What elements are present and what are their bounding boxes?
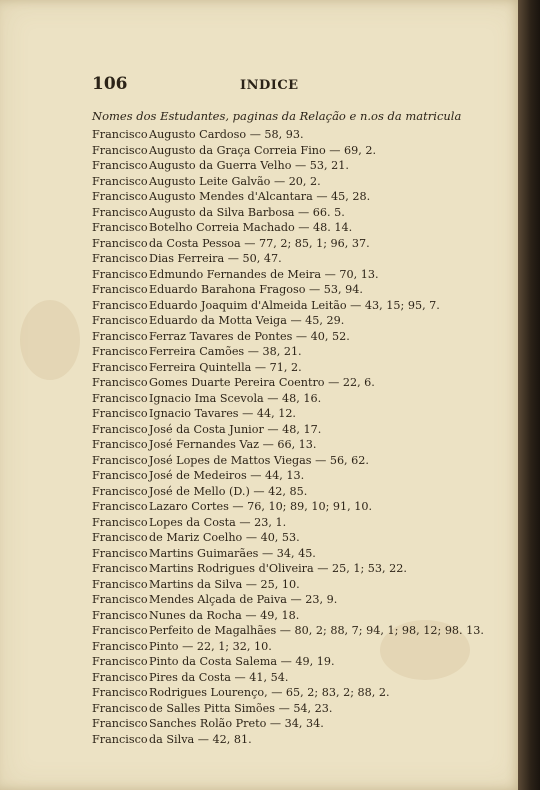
entry-first-name: Francisco xyxy=(92,593,148,606)
index-entry xyxy=(92,561,512,577)
index-entry xyxy=(92,174,512,190)
index-entry xyxy=(92,701,512,717)
entry-surname-and-references: Augusto da Guerra Velho — 53, 21. xyxy=(149,159,349,172)
index-entry xyxy=(92,716,512,732)
entry-first-name: Francisco xyxy=(92,128,148,141)
entry-first-name: Francisco xyxy=(92,422,148,436)
entry-surname-and-references: de Mariz Coelho — 40, 53. xyxy=(149,531,300,544)
page-number: 106 xyxy=(92,74,128,94)
index-entry xyxy=(92,360,512,376)
entry-first-name: Francisco xyxy=(92,407,148,420)
entry-first-name: Francisco xyxy=(92,608,148,622)
index-entry xyxy=(92,298,512,314)
entry-surname-and-references: Augusto Mendes d'Alcantara — 45, 28. xyxy=(149,190,371,203)
entry-surname-and-references: Sanches Rolão Preto — 34, 34. xyxy=(149,717,324,730)
index-entry xyxy=(92,344,512,360)
entry-surname-and-references: da Silva — 42, 81. xyxy=(149,732,252,746)
index-entry xyxy=(92,608,512,624)
index-entry xyxy=(92,251,512,267)
index-entry xyxy=(92,437,512,453)
entry-first-name: Francisco xyxy=(92,546,148,560)
index-entry xyxy=(92,732,512,748)
column-subheading: Nomes dos Estudantes, paginas da Relação e n.os da matricula xyxy=(92,109,462,123)
index-entry xyxy=(92,546,512,562)
book-binding-gutter xyxy=(518,0,540,790)
index-entry xyxy=(92,639,512,655)
index-entry xyxy=(92,267,512,283)
entry-first-name: Francisco xyxy=(92,283,148,296)
entry-surname-and-references: Martins da Silva — 25, 10. xyxy=(149,577,300,591)
entry-surname-and-references: Pinto da Costa Salema — 49, 19. xyxy=(149,655,335,668)
entry-surname-and-references: Nunes da Rocha — 49, 18. xyxy=(149,608,300,622)
entry-surname-and-references: Ignacio Ima Scevola — 48, 16. xyxy=(149,391,322,405)
entry-first-name: Francisco xyxy=(92,577,148,591)
entry-first-name: Francisco xyxy=(92,298,148,312)
index-entry xyxy=(92,499,512,515)
index-entry xyxy=(92,468,512,484)
entry-first-name: Francisco xyxy=(92,531,148,544)
entry-surname-and-references: José Lopes de Mattos Viegas — 56, 62. xyxy=(149,453,369,467)
entry-surname-and-references: Eduardo Barahona Fragoso — 53, 94. xyxy=(149,283,363,296)
index-entry xyxy=(92,143,512,159)
index-entry xyxy=(92,623,512,639)
entry-first-name: Francisco xyxy=(92,267,148,281)
entry-first-name: Francisco xyxy=(92,159,148,172)
entry-first-name: Francisco xyxy=(92,345,148,358)
index-entry xyxy=(92,189,512,205)
entry-surname-and-references: Dias Ferreira — 50, 47. xyxy=(149,252,282,265)
entry-surname-and-references: Eduardo Joaquim d'Almeida Leitão — 43, 15; 95, 7. xyxy=(149,298,440,312)
entry-first-name: Francisco xyxy=(92,376,148,389)
index-entry xyxy=(92,220,512,236)
entry-first-name: Francisco xyxy=(92,469,148,482)
index-entry xyxy=(92,654,512,670)
index-entry xyxy=(92,375,512,391)
entry-first-name: Francisco xyxy=(92,670,148,684)
entry-surname-and-references: Rodrigues Lourenço, — 65, 2; 83, 2; 88, 2. xyxy=(149,686,390,699)
index-entry xyxy=(92,515,512,531)
index-entry xyxy=(92,313,512,329)
entry-first-name: Francisco xyxy=(92,500,148,513)
entry-first-name: Francisco xyxy=(92,329,148,343)
entry-first-name: Francisco xyxy=(92,236,148,250)
index-entry xyxy=(92,453,512,469)
entry-first-name: Francisco xyxy=(92,221,148,234)
entry-surname-and-references: Augusto da Graça Correia Fino — 69, 2. xyxy=(149,143,377,157)
index-entry xyxy=(92,282,512,298)
index-entry xyxy=(92,329,512,345)
entry-first-name: Francisco xyxy=(92,438,148,451)
entry-surname-and-references: Augusto da Silva Barbosa — 66. 5. xyxy=(149,205,345,219)
entry-first-name: Francisco xyxy=(92,484,148,498)
entry-surname-and-references: Perfeito de Magalhães — 80, 2; 88, 7; 94, 1; 98, 12; 98. 13. xyxy=(149,624,484,637)
entry-surname-and-references: Augusto Leite Galvão — 20, 2. xyxy=(149,174,321,188)
entry-first-name: Francisco xyxy=(92,701,148,715)
index-entry xyxy=(92,205,512,221)
entry-first-name: Francisco xyxy=(92,732,148,746)
index-entry xyxy=(92,577,512,593)
entry-surname-and-references: de Salles Pitta Simões — 54, 23. xyxy=(149,701,333,715)
index-entry xyxy=(92,127,512,143)
entry-first-name: Francisco xyxy=(92,515,148,529)
entry-surname-and-references: Pinto — 22, 1; 32, 10. xyxy=(149,639,272,653)
entry-surname-and-references: Pires da Costa — 41, 54. xyxy=(149,670,289,684)
entry-first-name: Francisco xyxy=(92,639,148,653)
entry-first-name: Francisco xyxy=(92,624,148,637)
index-entry xyxy=(92,592,512,608)
entry-first-name: Francisco xyxy=(92,562,148,575)
entry-first-name: Francisco xyxy=(92,453,148,467)
entry-first-name: Francisco xyxy=(92,143,148,157)
entry-first-name: Francisco xyxy=(92,717,148,730)
index-entry xyxy=(92,158,512,174)
entry-first-name: Francisco xyxy=(92,655,148,668)
index-entry xyxy=(92,685,512,701)
foxing-stain xyxy=(20,300,80,380)
entry-surname-and-references: Augusto Cardoso — 58, 93. xyxy=(149,128,304,141)
entry-first-name: Francisco xyxy=(92,360,148,374)
entry-first-name: Francisco xyxy=(92,686,148,699)
index-entry xyxy=(92,406,512,422)
entry-surname-and-references: Lazaro Cortes — 76, 10; 89, 10; 91, 10. xyxy=(149,500,373,513)
entry-surname-and-references: Lopes da Costa — 23, 1. xyxy=(149,515,287,529)
entry-first-name: Francisco xyxy=(92,391,148,405)
entry-surname-and-references: José Fernandes Vaz — 66, 13. xyxy=(149,438,317,451)
running-head: INDICE xyxy=(240,78,299,93)
entry-surname-and-references: Martins Rodrigues d'Oliveira — 25, 1; 53, 22. xyxy=(149,562,407,575)
index-entry xyxy=(92,484,512,500)
index-entry xyxy=(92,530,512,546)
index-entries xyxy=(92,127,512,747)
entry-first-name: Francisco xyxy=(92,314,148,327)
entry-surname-and-references: Martins Guimarães — 34, 45. xyxy=(149,546,316,560)
entry-first-name: Francisco xyxy=(92,190,148,203)
entry-first-name: Francisco xyxy=(92,174,148,188)
index-entry xyxy=(92,236,512,252)
entry-surname-and-references: José de Medeiros — 44, 13. xyxy=(149,469,305,482)
entry-surname-and-references: Ferreira Quintella — 71, 2. xyxy=(149,360,302,374)
entry-surname-and-references: Gomes Duarte Pereira Coentro — 22, 6. xyxy=(149,376,375,389)
index-entry xyxy=(92,422,512,438)
entry-surname-and-references: Botelho Correia Machado — 48. 14. xyxy=(149,221,353,234)
entry-surname-and-references: da Costa Pessoa — 77, 2; 85, 1; 96, 37. xyxy=(149,236,370,250)
entry-first-name: Francisco xyxy=(92,205,148,219)
entry-surname-and-references: Edmundo Fernandes de Meira — 70, 13. xyxy=(149,267,379,281)
entry-surname-and-references: Eduardo da Motta Veiga — 45, 29. xyxy=(149,314,345,327)
entry-surname-and-references: Ferreira Camões — 38, 21. xyxy=(149,345,302,358)
entry-surname-and-references: Ignacio Tavares — 44, 12. xyxy=(149,407,296,420)
entry-surname-and-references: José da Costa Junior — 48, 17. xyxy=(149,422,322,436)
index-entry xyxy=(92,670,512,686)
entry-surname-and-references: Ferraz Tavares de Pontes — 40, 52. xyxy=(149,329,350,343)
entry-surname-and-references: Mendes Alçada de Paiva — 23, 9. xyxy=(149,593,338,606)
entry-first-name: Francisco xyxy=(92,252,148,265)
index-entry xyxy=(92,391,512,407)
entry-surname-and-references: José de Mello (D.) — 42, 85. xyxy=(149,484,308,498)
